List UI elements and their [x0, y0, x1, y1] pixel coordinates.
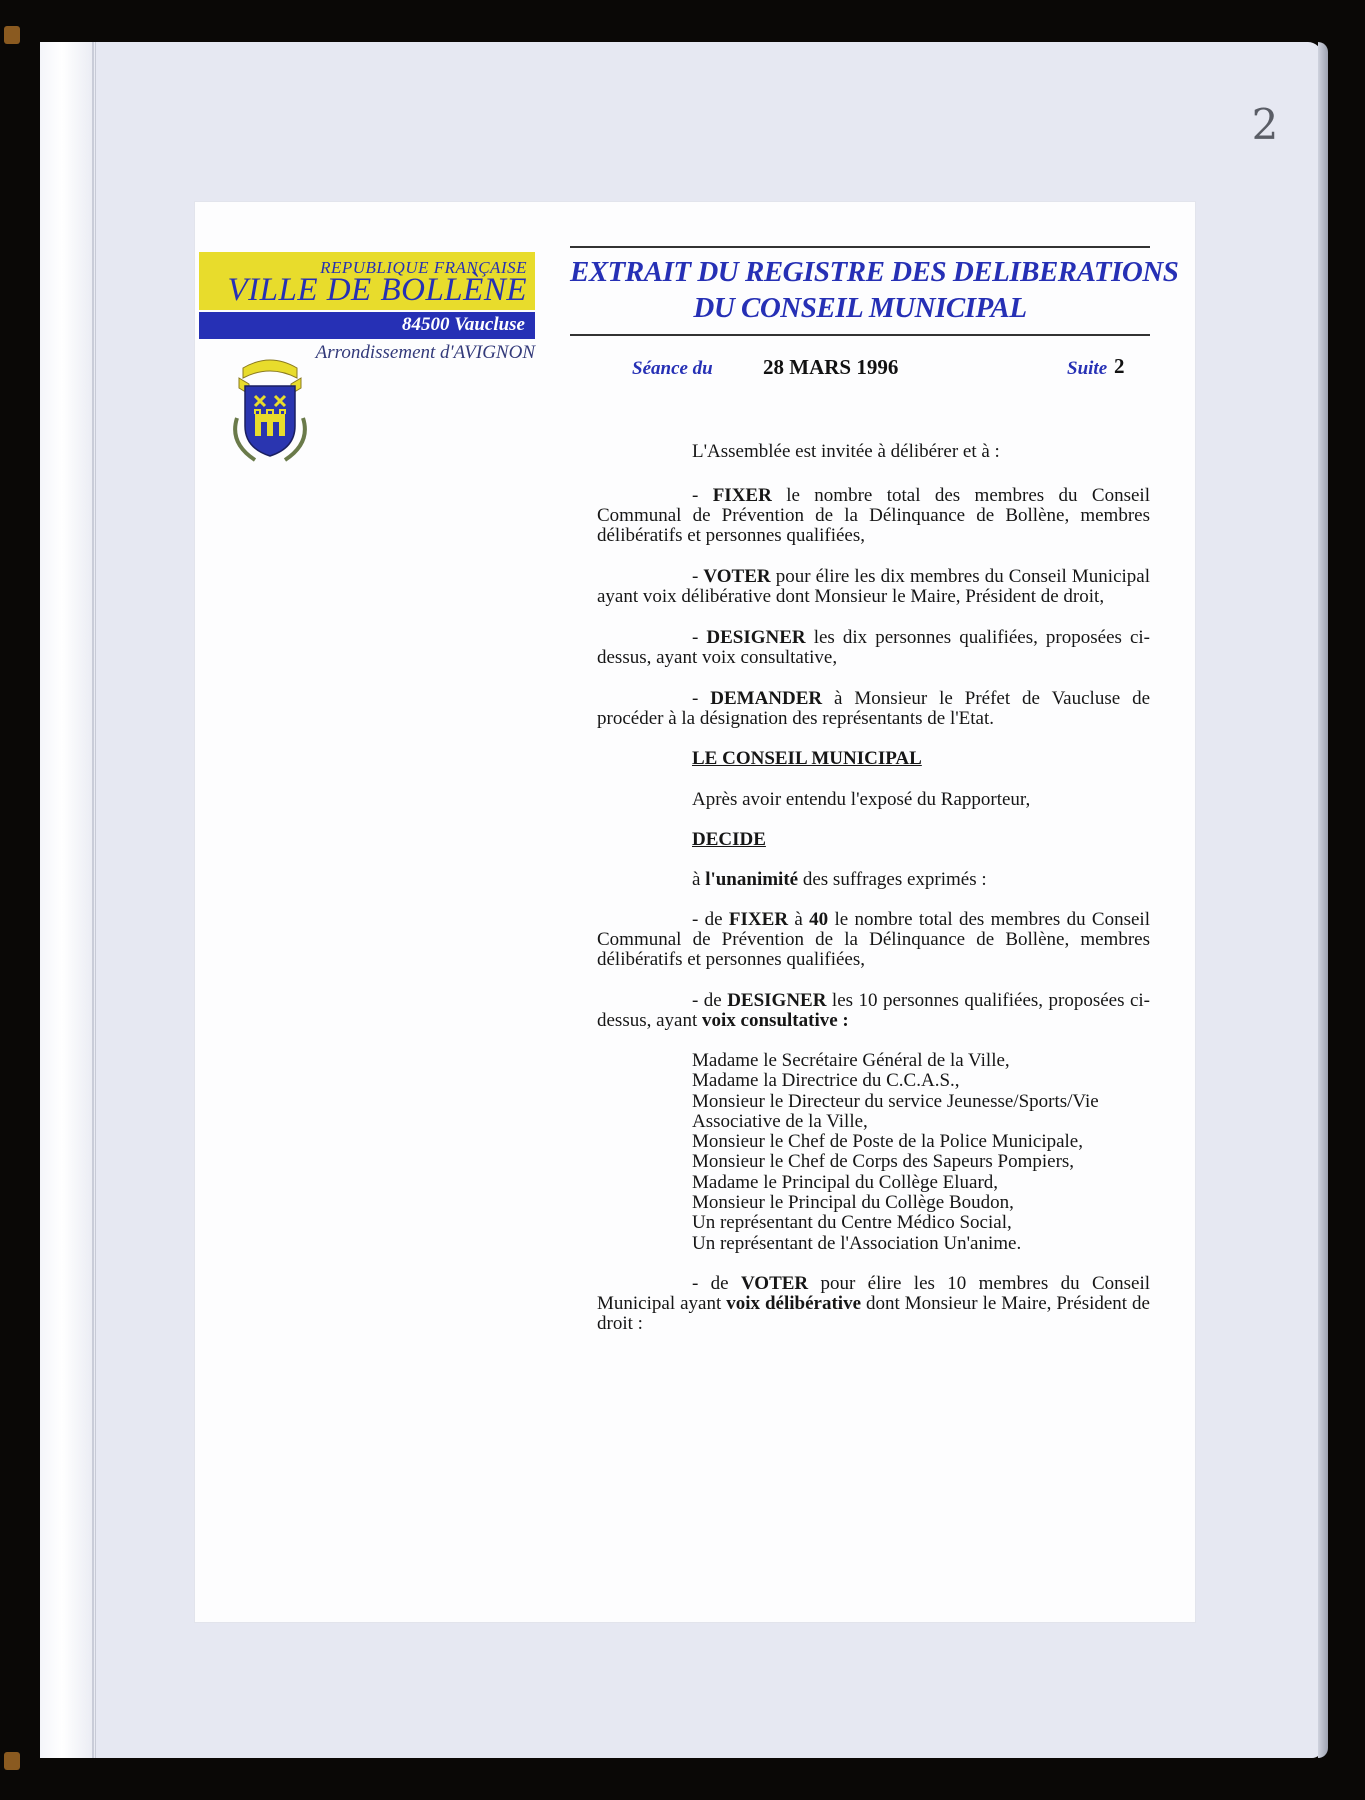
- binder-edge: [1318, 42, 1328, 1758]
- list-item: Madame le Secrétaire Général de la Ville,: [692, 1050, 1010, 1071]
- arrondissement-label: Arrondissement d'AVIGNON: [315, 342, 535, 363]
- page-number: 2: [1251, 100, 1279, 149]
- binder-ring-icon: [4, 1752, 20, 1770]
- document-title-line1: EXTRAIT DU REGISTRE DES DELIBERATIONS: [570, 256, 1179, 288]
- list-item: Monsieur le Chef de Corps des Sapeurs Pompiers,: [692, 1151, 1075, 1173]
- binder-spine: [40, 42, 96, 1758]
- agenda-verb: FIXER: [712, 485, 772, 506]
- letterhead-yellow-band: [199, 252, 535, 310]
- list-item: Madame le Principal du Collège Eluard,: [692, 1171, 999, 1193]
- republique-label: REPUBLIQUE FRANÇAISE: [320, 258, 527, 277]
- document-title-line2: DU CONSEIL MUNICIPAL: [693, 292, 1027, 324]
- deliberation-body: [597, 442, 1150, 1334]
- letterhead-blue-band: [199, 312, 535, 339]
- agenda-verb: DEMANDER: [710, 688, 823, 709]
- agenda-verb: VOTER: [703, 566, 771, 587]
- intro-paragraph: L'Assemblée est invitée à délibérer et à :: [692, 441, 1000, 462]
- decide-heading: DECIDE: [692, 829, 766, 850]
- decision-designer: - de DESIGNER les 10 personnes qualifiées, proposées ci-dessus, ayant voix consultative :: [597, 990, 1150, 1031]
- decision-voter: - de VOTER pour élire les 10 membres du Conseil Municipal ayant voix délibérative dont Monsieur le Maire, Président de droit :: [597, 1272, 1150, 1334]
- header-rule-bottom: [570, 334, 1150, 336]
- agenda-verb: DESIGNER: [706, 627, 806, 648]
- postal-label: 84500 Vaucluse: [402, 314, 525, 335]
- agenda-item: - FIXER le nombre total des membres du Conseil Communal de Prévention de la Délinquance de Bollène, membres délibératifs et personnes qualifiées,: [597, 485, 1150, 546]
- list-item: Monsieur le Chef de Poste de la Police Municipale,: [692, 1131, 1083, 1153]
- apres-paragraph: Après avoir entendu l'exposé du Rapporteur,: [692, 789, 1031, 810]
- decision-fixer: - de FIXER à 40 le nombre total des membres du Conseil Communal de Prévention de la Délinquance de Bollène, membres délibératifs et personnes qualifiées,: [597, 909, 1150, 970]
- suite-label: Suite: [1067, 358, 1108, 379]
- unanimite-paragraph: à l'unanimité des suffrages exprimés :: [692, 869, 987, 890]
- seance-date: 28 MARS 1996: [763, 355, 899, 379]
- agenda-item: - DESIGNER les dix personnes qualifiées, proposées ci-dessus, ayant voix consultative,: [597, 627, 1150, 668]
- document-sheet: [195, 202, 1195, 1622]
- list-item: Un représentant de l'Association Un'anime.: [692, 1232, 1022, 1254]
- suite-number: 2: [1114, 354, 1125, 378]
- binder-ring-icon: [4, 26, 20, 44]
- list-item: Un représentant du Centre Médico Social,: [692, 1212, 1012, 1234]
- conseil-heading: LE CONSEIL MUNICIPAL: [692, 748, 922, 769]
- seance-label: Séance du: [632, 358, 713, 379]
- qualified-persons-list: [597, 1051, 1150, 1254]
- header-rule-top: [570, 246, 1150, 248]
- spine-fold: [92, 42, 94, 1758]
- ville-label: VILLE DE BOLLÈNE: [227, 272, 527, 308]
- agenda-item: - DEMANDER à Monsieur le Préfet de Vaucluse de procéder à la désignation des représentants de l'Etat.: [597, 688, 1151, 729]
- agenda-item: - VOTER pour élire les dix membres du Conseil Municipal ayant voix délibérative dont Monsieur le Maire, Président de droit,: [597, 566, 1151, 607]
- coat-of-arms-icon: [225, 348, 315, 468]
- list-item: Monsieur le Principal du Collège Boudon,: [692, 1192, 1014, 1214]
- list-item: Madame la Directrice du C.C.A.S.,: [692, 1070, 960, 1092]
- list-item: Monsieur le Directeur du service Jeunesse/Sports/Vie Associative de la Ville,: [692, 1090, 1099, 1132]
